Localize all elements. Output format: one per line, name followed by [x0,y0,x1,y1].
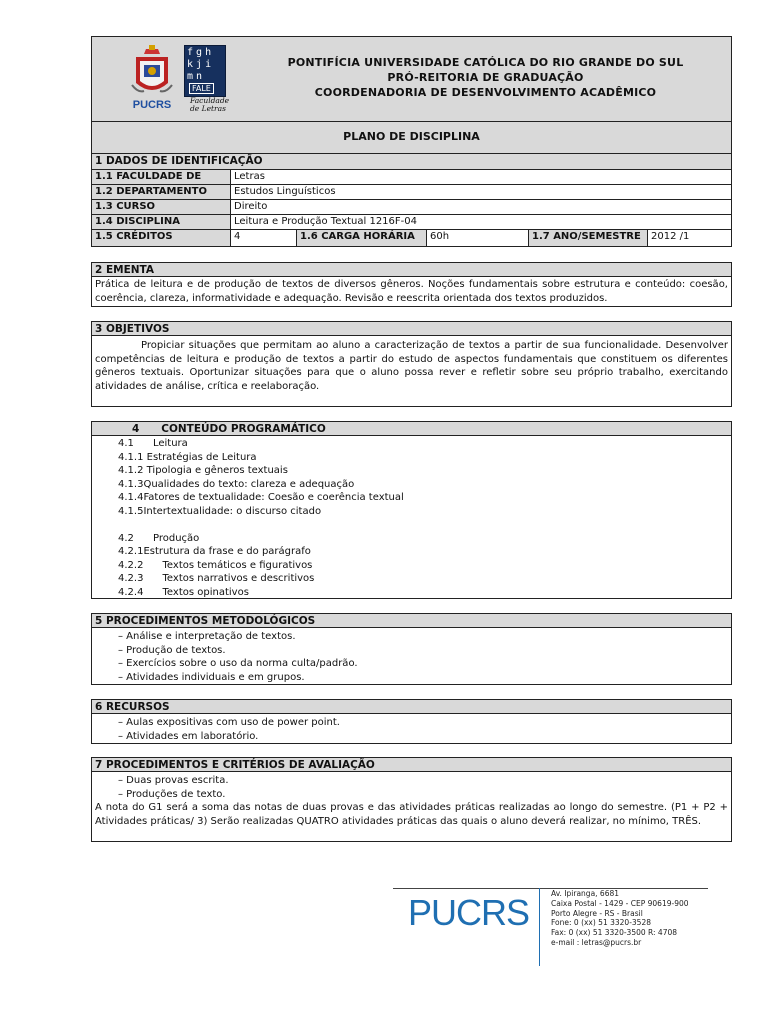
recursos-title: 6 RECURSOS [92,700,731,714]
avaliacao-section [91,757,732,842]
footer-address [551,889,689,948]
address-line: Caixa Postal - 1429 - CEP 90619-900 [551,898,689,908]
ementa-title: 2 EMENTA [92,263,731,277]
conteudo-item: 4.1.1 Estratégias de Leitura [118,451,257,463]
conteudo-item: 4.2.1Estrutura da frase e do parágrafo [118,546,311,557]
header-line-3: COORDENADORIA DE DESENVOLVIMENTO ACADÊMICO [314,86,657,99]
address-line: Av. Ipiranga, 6681 [551,889,620,898]
disciplina-value: Leitura e Produção Textual 1216F-04 [230,215,731,229]
header-box [91,36,732,122]
faculdade-label: 1.1 FACULDADE DE [92,170,230,184]
recursos-item: – Aulas expositivas com uso de power point. [118,717,340,728]
footer-pucrs-logo: PUCRS [408,892,530,933]
pucrs-crest-logo [130,45,174,115]
departamento-label: 1.2 DEPARTAMENTO [92,185,230,199]
plan-title-box [91,121,732,154]
fale-caption: Faculdade de Letras [190,96,230,113]
avaliacao-text: A nota do G1 será a soma das notas de duas provas e das atividades práticas realizadas ao longo do semestre. (P1 + P2 + Atividades práticas/ 3) Serão realizadas QUATRO atividades práticas das quais o aluno deverá realizar, no mínimo, TRÊS. [95,802,728,827]
disciplina-label: 1.4 DISCIPLINA [92,215,230,229]
conteudo-item: 4.1.4Fatores de textualidade: Coesão e coerência textual [118,492,404,503]
plan-title: PLANO DE DISCIPLINA [343,130,480,143]
conteudo-item: 4.2.3 Textos narrativos e descritivos [118,573,315,584]
header-line-2: PRÓ-REITORIA DE GRADUAÇÃO [387,71,584,84]
creditos-value: 4 [230,230,296,246]
address-line: Fax: 0 (xx) 51 3320-3500 R: 4708 [551,928,678,938]
fale-letras-logo [184,45,226,97]
curso-value: Direito [230,200,731,214]
conteudo-item: 4.2 Produção [118,532,200,544]
ano-label: 1.7 ANO/SEMESTRE [528,230,647,246]
ementa-text: Prática de leitura e de produção de textos de diversos gêneros. Noções fundamentais sobre estrutura e conteúdo: coesão, coerência, clareza, informatividade e adequação. Revisão e reescrita orientada dos textos produzidos. [95,279,728,304]
fale-grid: fgh kji mn [187,47,215,82]
departamento-value: Estudos Linguísticos [230,185,731,199]
procedimentos-item: – Análise e interpretação de textos. [118,631,296,642]
conteudo-item: 4.1.3Qualidades do texto: clareza e adequação [118,478,355,490]
faculdade-row [92,169,731,184]
conteudo-item: 4.2.4 Textos opinativos [118,586,249,598]
avaliacao-item: – Duas provas escrita. [118,775,229,786]
conteudo-item: 4.1.2 Tipologia e gêneros textuais [118,465,288,476]
creditos-label: 1.5 CRÉDITOS [92,230,230,246]
address-line: Porto Alegre - RS - Brasil [551,908,643,918]
curso-label: 1.3 CURSO [92,200,230,214]
departamento-row [92,184,731,199]
carga-label: 1.6 CARGA HORÁRIA [296,230,426,246]
objetivos-section [91,321,732,407]
procedimentos-item: – Atividades individuais e em grupos. [118,671,305,683]
identificacao-section [91,153,732,247]
identificacao-title: 1 DADOS DE IDENTIFICAÇÃO [92,154,731,169]
objetivos-title: 3 OBJETIVOS [92,322,731,336]
disciplina-row [92,214,731,229]
procedimentos-section [91,613,732,685]
procedimentos-item: – Produção de textos. [118,644,226,656]
conteudo-item: 4.2.2 Textos temáticos e figurativos [118,559,313,571]
avaliacao-item: – Produções de texto. [118,788,226,800]
conteudo-title: 4 CONTEÚDO PROGRAMÁTICO [92,422,731,436]
ementa-section [91,262,732,307]
creditos-row [92,229,731,246]
curso-row [92,199,731,214]
ano-value: 2012 /1 [647,230,731,246]
procedimentos-title: 5 PROCEDIMENTOS METODOLÓGICOS [92,614,731,628]
carga-value: 60h [426,230,528,246]
recursos-section [91,699,732,744]
header-line-1: PONTIFÍCIA UNIVERSIDADE CATÓLICA DO RIO GRANDE DO SUL [287,56,684,69]
procedimentos-item: – Exercícios sobre o uso da norma culta/padrão. [118,658,358,669]
recursos-item: – Atividades em laboratório. [118,730,259,742]
fale-sub: FALE [189,83,214,94]
pucrs-crest-label: PUCRS [132,99,172,111]
avaliacao-title: 7 PROCEDIMENTOS E CRITÉRIOS DE AVALIAÇÃO [92,758,731,772]
email-link[interactable]: e-mail : letras@pucrs.br [551,937,642,947]
faculdade-value: Letras [230,170,731,184]
conteudo-section [91,421,732,599]
objetivos-text: Propiciar situações que permitam ao aluno a caracterização de textos a partir de sua funcionalidade. Desenvolver competências de leitura e produção de textos a partir do estudo de aspectos fundamentais que constituem os diferentes gêneros textuais. Oportunizar situações para que o aluno possa rever e refletir sobre seu próprio trabalho, exercitando atividades de análise, crítica e reelaboração. [95,340,728,392]
footer-vertical-rule [539,888,540,966]
conteudo-item: 4.1 Leitura [118,438,188,449]
conteudo-item: 4.1.5Intertextualidade: o discurso citado [118,505,322,517]
address-line: Fone: 0 (xx) 51 3320-3528 [551,918,651,928]
